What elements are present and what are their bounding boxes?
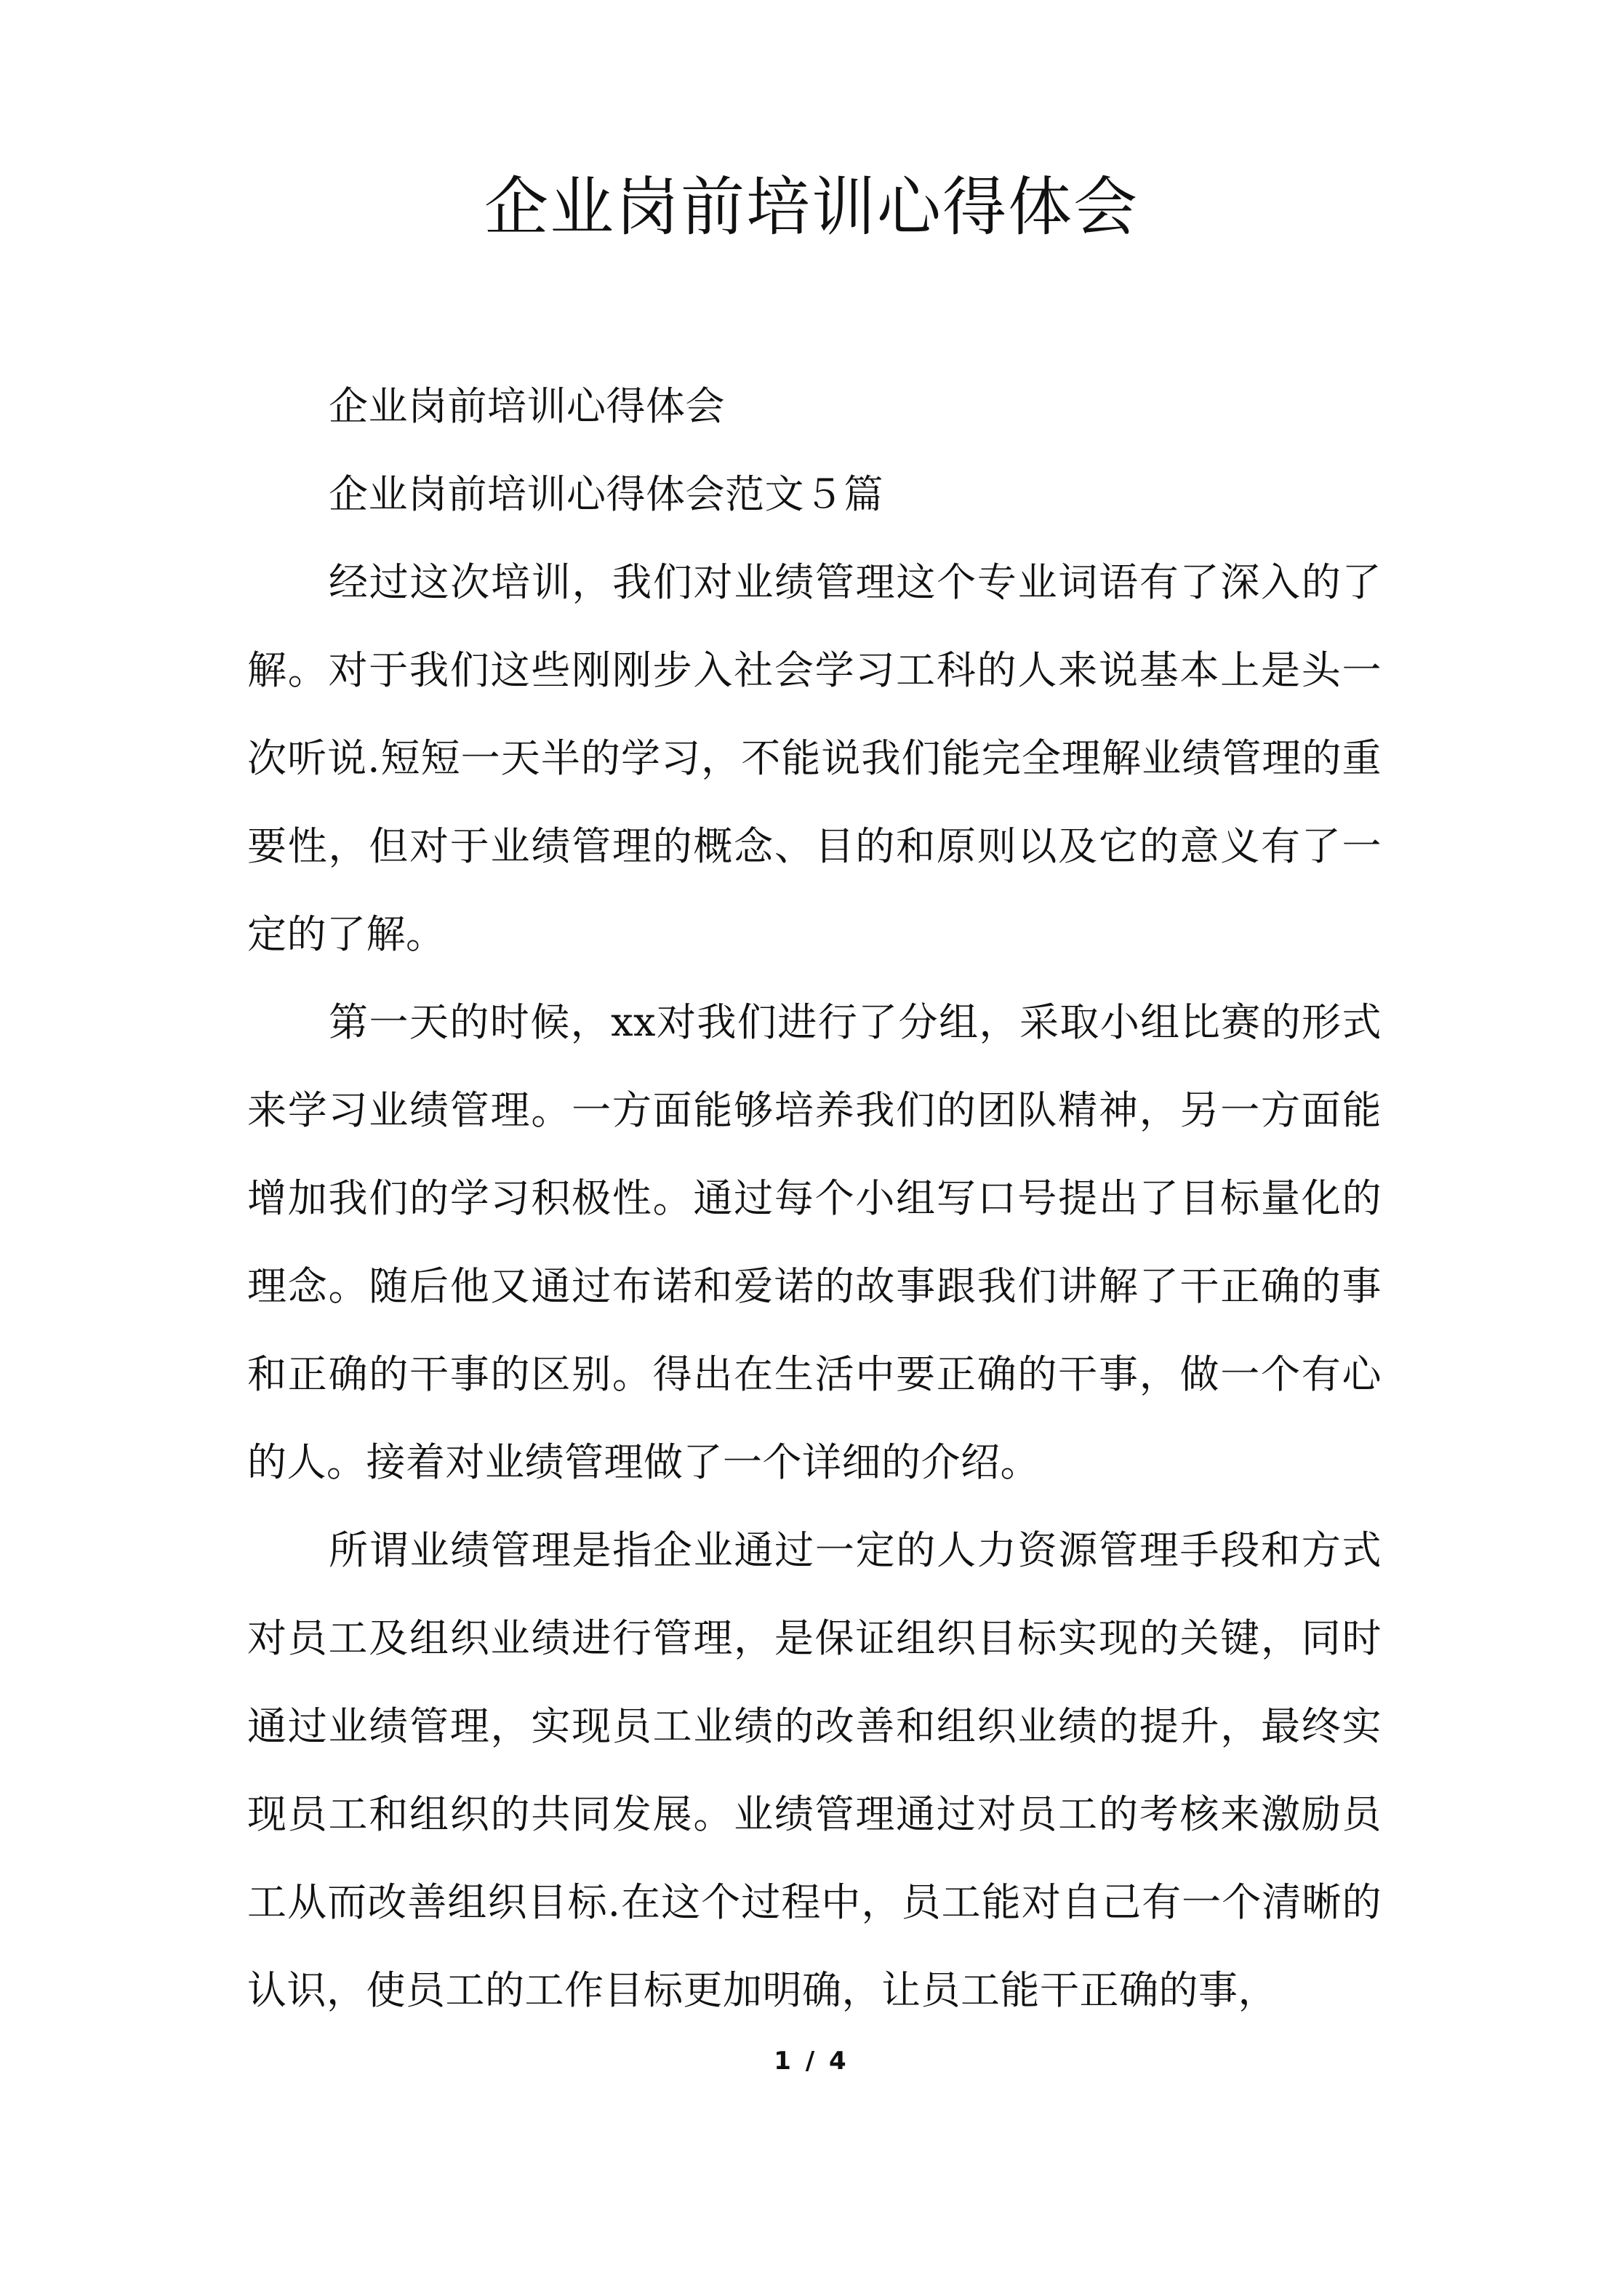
document-body [247, 362, 1382, 2034]
body-paragraph-1: 企业岗前培训心得体会 [329, 383, 725, 429]
page-number: 1 / 4 [774, 2047, 849, 2076]
body-paragraph-4: 第一天的时候，xx对我们进行了分组，采取小组比赛的形式来学习业绩管理。一方面能够培养我们的团队精神，另一方面能增加我们的学习积极性。通过每个小组写口号提出了目标量化的理念。随后他又通过布诺和爱诺的故事跟我们讲解了干正确的事和正确的干事的区别。得出在生活中要正确的干事，做一个有心的人。接着对业绩管理做了一个详细的介绍。 [247, 999, 1382, 1485]
body-paragraph-5: 所谓业绩管理是指企业通过一定的人力资源管理手段和方式对员工及组织业绩进行管理，是保证组织目标实现的关键，同时通过业绩管理，实现员工业绩的改善和组织业绩的提升，最终实现员工和组织的共同发展。业绩管理通过对员工的考核来激励员工从而改善组织目标.在这个过程中，员工能对自己有一个清晰的认识，使员工的工作目标更加明确，让员工能干正确的事， [247, 1527, 1382, 2013]
body-paragraph-2: 企业岗前培训心得体会范文５篇 [329, 471, 883, 517]
body-paragraph-3: 经过这次培训，我们对业绩管理这个专业词语有了深入的了解。对于我们这些刚刚步入社会学习工科的人来说基本上是头一次听说.短短一天半的学习，不能说我们能完全理解业绩管理的重要性，但对于业绩管理的概念、目的和原则以及它的意义有了一定的了解。 [247, 559, 1382, 957]
document-title: 企业岗前培训心得体会 [484, 169, 1139, 244]
